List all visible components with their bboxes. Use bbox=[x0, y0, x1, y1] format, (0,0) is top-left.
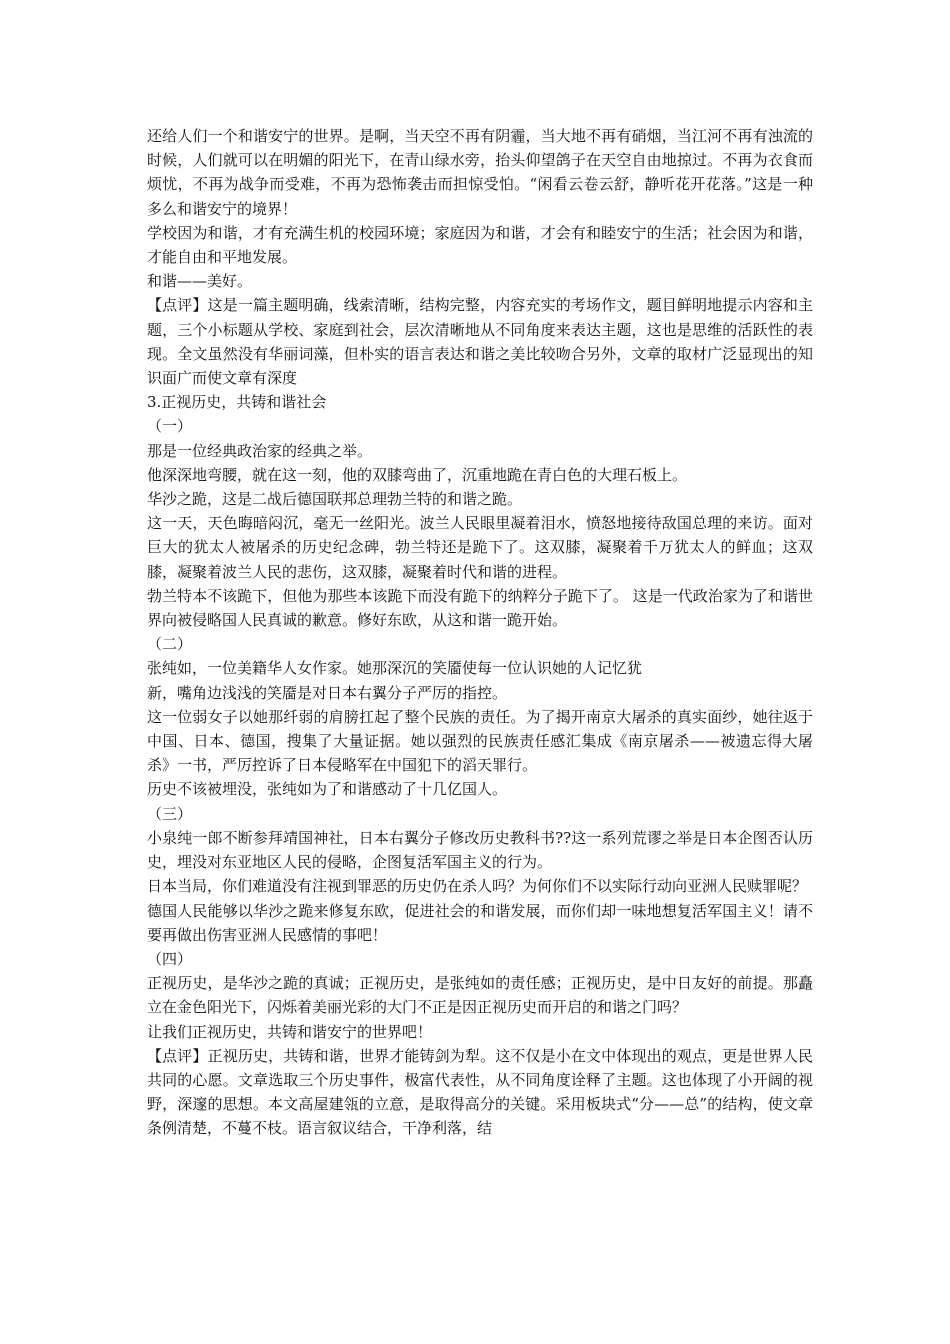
paragraph: 新，嘴角边浅浅的笑靥是对日本右翼分子严厉的指控。 bbox=[147, 683, 508, 702]
paragraph: 小泉纯一郎不断参拜靖国神社，日本右翼分子修改历史教科书??这一系列荒谬之举是日本企图否认历史，埋没对东亚地区人民的侵略，企图复活军国主义的行为。 bbox=[147, 828, 813, 872]
essay-title: 3.正视历史，共铸和谐社会 bbox=[147, 393, 327, 412]
paragraph: 华沙之跪，这是二战后德国联邦总理勃兰特的和谐之跪。 bbox=[147, 490, 523, 509]
section-heading: （二） bbox=[147, 635, 193, 654]
commentary-paragraph: 【点评】这是一篇主题明确，线索清晰，结构完整，内容充实的考场作文，题目鲜明地提示内容和主题，三个小标题从学校、家庭到社会，层次清晰地从不同角度来表达主题，这也是思维的活跃性的表现。全文虽然没有华丽词藻，但朴实的语言表达和谐之美比较吻合另外，文章的取材广泛显现出的知识面广而使文章有深度 bbox=[147, 296, 813, 388]
paragraph: 历史不该被埋没，张纯如为了和谐感动了十几亿国人。 bbox=[147, 780, 508, 799]
paragraph: 让我们正视历史，共铸和谐安宁的世界吧！ bbox=[147, 1022, 433, 1041]
paragraph: 这一位弱女子以她那纤弱的肩膀扛起了整个民族的责任。为了揭开南京大屠杀的真实面纱，她往返于中国、日本、德国，搜集了大量证据。她以强烈的民族责任感汇集成《南京屠杀——被遗忘得大屠杀》一书，严厉控诉了日本侵略军在中国犯下的滔天罪行。 bbox=[147, 707, 813, 775]
paragraph: 张纯如，一位美籍华人女作家。她那深沉的笑靥使每一位认识她的人记忆犹 bbox=[147, 659, 643, 678]
document-body bbox=[147, 124, 813, 1141]
section-heading: （一） bbox=[147, 417, 193, 436]
paragraph: 勃兰特本不该跪下，但他为那些本该跪下而没有跪下的纳粹分子跪下了。 这是一代政治家为了和谐世界向被侵略国人民真诚的歉意。修好东欧，从这和谐一跪开始。 bbox=[147, 586, 813, 630]
paragraph: 他深深地弯腰，就在这一刻，他的双膝弯曲了，沉重地跪在青白色的大理石板上。 bbox=[147, 465, 688, 484]
section-heading: （四） bbox=[147, 949, 193, 968]
paragraph: 德国人民能够以华沙之跪来修复东欧，促进社会的和谐发展，而你们却一味地想复活军国主义！请不要再做出伤害亚洲人民感情的事吧！ bbox=[147, 901, 813, 944]
paragraph: 和谐——美好。 bbox=[147, 272, 253, 291]
paragraph: 正视历史，是华沙之跪的真诚；正视历史，是张纯如的责任感；正视历史，是中日友好的前提。那矗立在金色阳光下，闪烁着美丽光彩的大门不正是因正视历史而开启的和谐之门吗？ bbox=[147, 974, 813, 1017]
paragraph: 那是一位经典政治家的经典之举。 bbox=[147, 441, 373, 460]
commentary-paragraph: 【点评】正视历史，共铸和谐，世界才能铸剑为犁。这不仅是小在文中体现出的观点，更是世界人民共同的心愿。文章选取三个历史事件，极富代表性，从不同角度诠释了主题。这也体现了小开阔的视野，深邃的思想。本文高屋建瓴的立意，是取得高分的关键。采用板块式“分——总”的结构，使文章条例清楚，不蔓不枝。语言叙议结合，干净利落，结 bbox=[147, 1046, 813, 1138]
paragraph: 还给人们一个和谐安宁的世界。是啊，当天空不再有阴霾，当大地不再有硝烟，当江河不再有浊流的时候，人们就可以在明媚的阳光下，在青山绿水旁，抬头仰望鸽子在天空自由地掠过。不再为衣食而烦忧，不再为战争而受难，不再为恐怖袭击而担惊受怕。“闲看云卷云舒，静听花开花落。”这是一种多么和谐安宁的境界！ bbox=[147, 127, 813, 218]
paragraph: 日本当局，你们难道没有注视到罪恶的历史仍在杀人吗？为何你们不以实际行动向亚洲人民赎罪呢？ bbox=[147, 877, 808, 896]
paragraph: 学校因为和谐，才有充满生机的校园环境；家庭因为和谐，才会有和睦安宁的生活；社会因为和谐，才能自由和平地发展。 bbox=[147, 223, 813, 267]
section-heading: （三） bbox=[147, 804, 193, 823]
paragraph: 这一天，天色晦暗闷沉，毫无一丝阳光。波兰人民眼里凝着泪水，愤怒地接待敌国总理的来访。面对巨大的犹太人被屠杀的历史纪念碑，勃兰特还是跪下了。这双膝，凝聚着千万犹太人的鲜血；这双膝，凝聚着波兰人民的悲伤，这双膝，凝聚着时代和谐的进程。 bbox=[147, 514, 813, 581]
